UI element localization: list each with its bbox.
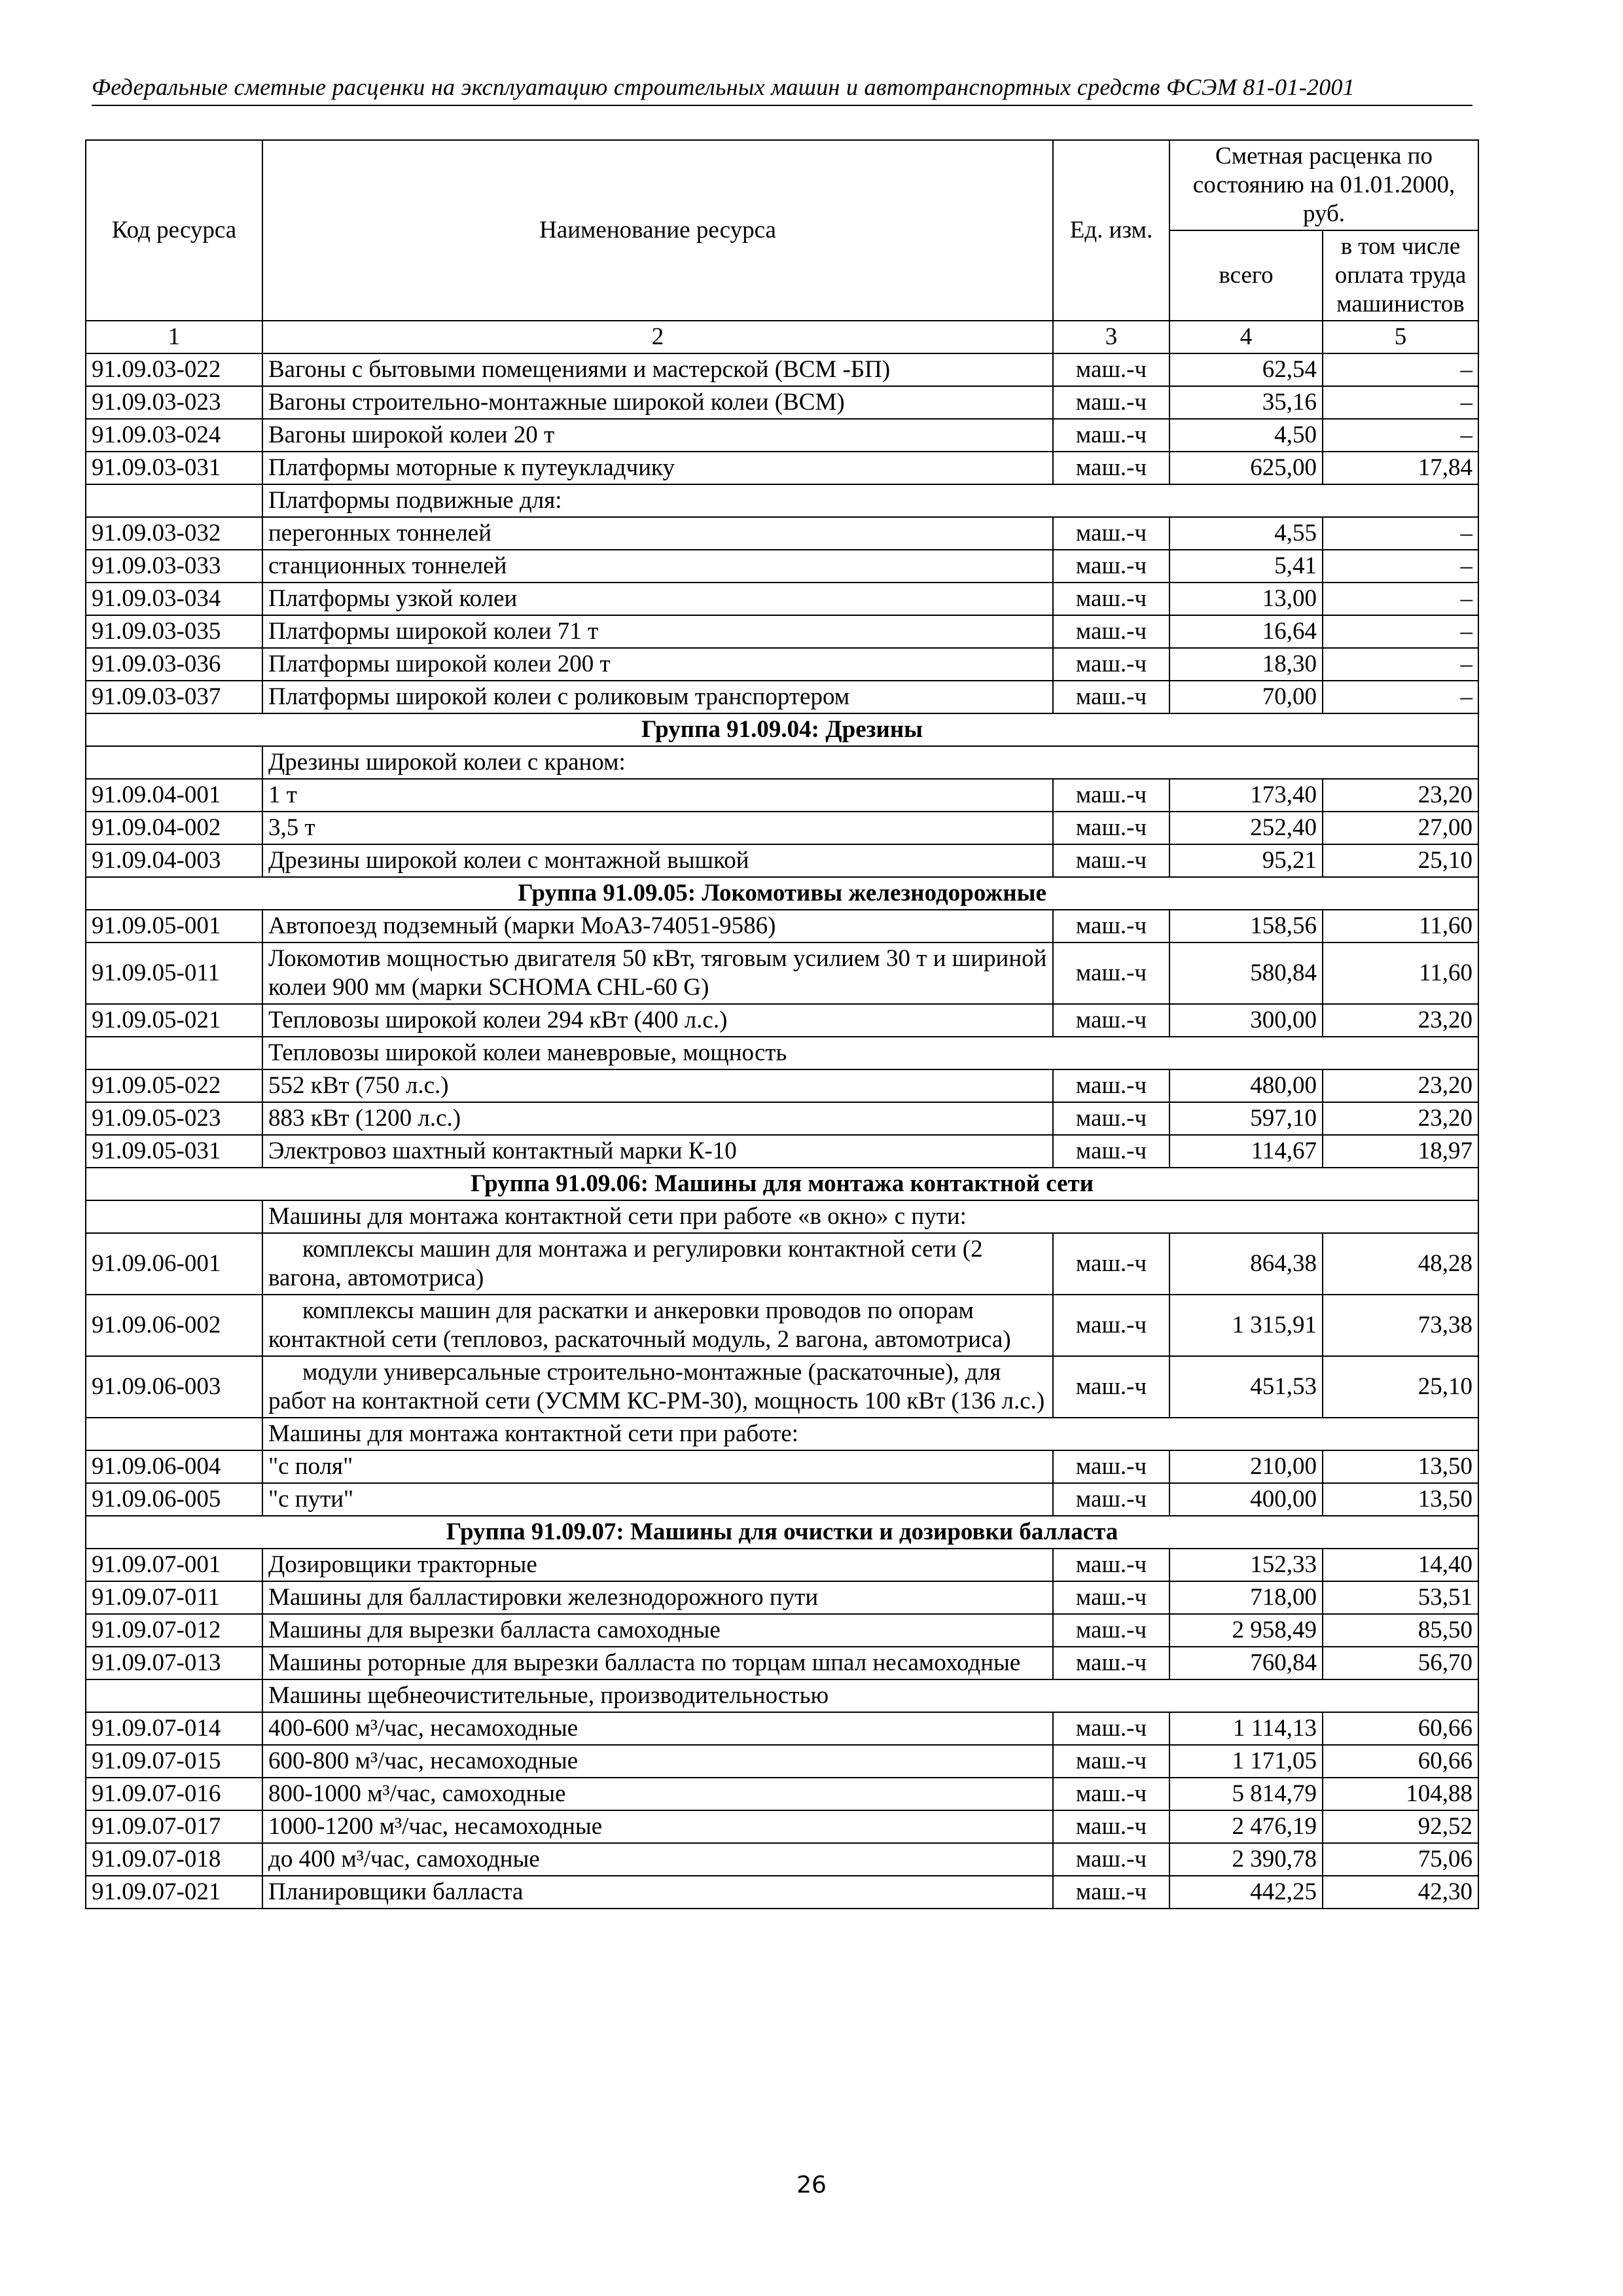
row-total: 210,00 [1169,1450,1323,1483]
row-code: 91.09.03-022 [86,353,262,386]
row-code: 91.09.07-014 [86,1712,262,1745]
row-code-empty [86,1200,262,1233]
row-name: 552 кВт (750 л.с.) [262,1069,1053,1102]
row-code: 91.09.03-024 [86,419,262,452]
row-total: 5,41 [1169,550,1323,583]
row-unit: маш.-ч [1053,1843,1169,1876]
row-unit: маш.-ч [1053,615,1169,648]
row-unit: маш.-ч [1053,1614,1169,1647]
column-number: 2 [262,321,1053,353]
row-code: 91.09.05-011 [86,942,262,1004]
row-unit: маш.-ч [1053,779,1169,812]
row-name: Электровоз шахтный контактный марки К-10 [262,1135,1053,1168]
row-total: 300,00 [1169,1004,1323,1037]
table-row [86,942,1478,1004]
table-row [86,583,1478,615]
column-number-row [86,321,1478,353]
row-name: до 400 м³/час, самоходные [262,1843,1053,1876]
row-labor: – [1323,648,1478,681]
row-code-empty [86,1418,262,1450]
row-labor: – [1323,583,1478,615]
row-labor: 85,50 [1323,1614,1478,1647]
row-name: 800-1000 м³/час, самоходные [262,1778,1053,1810]
table-row [86,1876,1478,1909]
row-unit: маш.-ч [1053,1876,1169,1909]
row-total: 95,21 [1169,844,1323,877]
table-row [86,1295,1478,1356]
row-total: 16,64 [1169,615,1323,648]
row-code: 91.09.05-022 [86,1069,262,1102]
header-unit: Ед. изм. [1053,140,1169,321]
row-unit: маш.-ч [1053,844,1169,877]
row-labor: 23,20 [1323,1069,1478,1102]
row-name: 600-800 м³/час, несамоходные [262,1745,1053,1778]
row-unit: маш.-ч [1053,1069,1169,1102]
row-labor: – [1323,615,1478,648]
table-row [86,615,1478,648]
table-row [86,648,1478,681]
row-unit: маш.-ч [1053,1483,1169,1516]
row-labor: 23,20 [1323,779,1478,812]
row-total: 13,00 [1169,583,1323,615]
row-unit: маш.-ч [1053,517,1169,550]
row-code: 91.09.05-031 [86,1135,262,1168]
table-row [86,517,1478,550]
row-name: 883 кВт (1200 л.с.) [262,1102,1053,1135]
table-row [86,419,1478,452]
row-unit: маш.-ч [1053,1295,1169,1356]
row-labor: 23,20 [1323,1004,1478,1037]
table-row [86,1647,1478,1679]
row-total: 760,84 [1169,1647,1323,1679]
group-title: Группа 91.09.05: Локомотивы железнодорожные [86,877,1478,910]
row-name: 1000-1200 м³/час, несамоходные [262,1810,1053,1843]
row-labor: 11,60 [1323,910,1478,942]
header-code: Код ресурса [86,140,262,321]
row-labor: 75,06 [1323,1843,1478,1876]
row-unit: маш.-ч [1053,1135,1169,1168]
row-name: Локомотив мощностью двигателя 50 кВт, тяговым усилием 30 т и шириной колеи 900 мм (марки SCHOMA CHL-60 G) [262,942,1053,1004]
group-title: Группа 91.09.06: Машины для монтажа контактной сети [86,1168,1478,1200]
row-total: 114,67 [1169,1135,1323,1168]
table-row [86,1135,1478,1168]
row-code: 91.09.07-015 [86,1745,262,1778]
header-labor: в том числе оплата труда машинистов [1323,230,1478,321]
table-row [86,812,1478,844]
row-total: 2 476,19 [1169,1810,1323,1843]
subheader-row [86,1679,1478,1712]
group-title: Группа 91.09.07: Машины для очистки и дозировки балласта [86,1516,1478,1549]
row-name: Машины для вырезки балласта самоходные [262,1614,1053,1647]
row-total: 252,40 [1169,812,1323,844]
row-total: 152,33 [1169,1549,1323,1581]
row-unit: маш.-ч [1053,1549,1169,1581]
table-row [86,681,1478,713]
row-name: Тепловозы широкой колеи 294 кВт (400 л.с.) [262,1004,1053,1037]
table-row [86,1102,1478,1135]
subheader-title: Машины для монтажа контактной сети при работе «в окно» с пути: [262,1200,1478,1233]
row-name: Планировщики балласта [262,1876,1053,1909]
subheader-row [86,1418,1478,1450]
table-row [86,1745,1478,1778]
row-code: 91.09.07-012 [86,1614,262,1647]
row-total: 4,50 [1169,419,1323,452]
table-row [86,1712,1478,1745]
row-labor: – [1323,386,1478,419]
row-total: 1 114,13 [1169,1712,1323,1745]
row-labor: 60,66 [1323,1745,1478,1778]
running-header: Федеральные сметные расценки на эксплуатацию строительных машин и автотранспортных средств ФСЭМ 81-01-2001 [92,73,1472,106]
table-row [86,1778,1478,1810]
row-total: 1 315,91 [1169,1295,1323,1356]
row-code: 91.09.06-004 [86,1450,262,1483]
row-unit: маш.-ч [1053,942,1169,1004]
row-labor: 48,28 [1323,1233,1478,1295]
row-labor: – [1323,517,1478,550]
table-row [86,1450,1478,1483]
row-labor: 13,50 [1323,1450,1478,1483]
row-name: станционных тоннелей [262,550,1053,583]
row-code: 91.09.03-023 [86,386,262,419]
row-code: 91.09.06-001 [86,1233,262,1295]
group-row [86,1516,1478,1549]
row-code: 91.09.06-005 [86,1483,262,1516]
row-name: Платформы моторные к путеукладчику [262,452,1053,484]
row-name: Вагоны строительно-монтажные широкой колеи (ВСМ) [262,386,1053,419]
column-number: 1 [86,321,262,353]
table-row [86,1356,1478,1418]
row-labor: 104,88 [1323,1778,1478,1810]
row-total: 1 171,05 [1169,1745,1323,1778]
row-labor: 11,60 [1323,942,1478,1004]
row-total: 5 814,79 [1169,1778,1323,1810]
row-code: 91.09.06-003 [86,1356,262,1418]
row-total: 580,84 [1169,942,1323,1004]
row-total: 2 390,78 [1169,1843,1323,1876]
group-row [86,1168,1478,1200]
table-row [86,1069,1478,1102]
table-row [86,1483,1478,1516]
group-row [86,877,1478,910]
row-code: 91.09.07-021 [86,1876,262,1909]
subheader-row [86,484,1478,517]
row-code-empty [86,746,262,779]
table-row [86,550,1478,583]
row-code: 91.09.03-037 [86,681,262,713]
row-unit: маш.-ч [1053,648,1169,681]
row-unit: маш.-ч [1053,1647,1169,1679]
row-total: 70,00 [1169,681,1323,713]
row-unit: маш.-ч [1053,1102,1169,1135]
table-header-row [86,140,1478,230]
row-labor: – [1323,550,1478,583]
row-name: 400-600 м³/час, несамоходные [262,1712,1053,1745]
row-name: Платформы широкой колеи 71 т [262,615,1053,648]
row-code: 91.09.07-001 [86,1549,262,1581]
subheader-title: Машины щебнеочистительные, производительностью [262,1679,1478,1712]
row-code-empty [86,1037,262,1069]
row-name: модули универсальные строительно-монтажные (раскаточные), для работ на контактной сети (УСММ КС-РМ-30), мощность 100 кВт (136 л.с.) [262,1356,1053,1418]
row-unit: маш.-ч [1053,812,1169,844]
row-name: Платформы широкой колеи 200 т [262,648,1053,681]
table-row [86,1614,1478,1647]
row-code: 91.09.03-032 [86,517,262,550]
row-total: 625,00 [1169,452,1323,484]
row-unit: маш.-ч [1053,1581,1169,1614]
row-labor: 14,40 [1323,1549,1478,1581]
row-total: 35,16 [1169,386,1323,419]
row-total: 597,10 [1169,1102,1323,1135]
row-code: 91.09.03-031 [86,452,262,484]
row-total: 18,30 [1169,648,1323,681]
row-total: 158,56 [1169,910,1323,942]
row-name: Автопоезд подземный (марки МоАЗ-74051-9586) [262,910,1053,942]
subheader-row [86,1200,1478,1233]
row-unit: маш.-ч [1053,550,1169,583]
table-row [86,386,1478,419]
row-code: 91.09.04-002 [86,812,262,844]
row-unit: маш.-ч [1053,1810,1169,1843]
row-labor: – [1323,353,1478,386]
row-labor: 18,97 [1323,1135,1478,1168]
row-total: 442,25 [1169,1876,1323,1909]
row-code: 91.09.05-001 [86,910,262,942]
table-row [86,1843,1478,1876]
table-row [86,910,1478,942]
row-code: 91.09.07-011 [86,1581,262,1614]
subheader-row [86,746,1478,779]
row-code-empty [86,484,262,517]
row-name: 3,5 т [262,812,1053,844]
row-labor: 27,00 [1323,812,1478,844]
row-code: 91.09.07-013 [86,1647,262,1679]
row-name: Дрезины широкой колеи с монтажной вышкой [262,844,1053,877]
row-code: 91.09.03-035 [86,615,262,648]
group-title: Группа 91.09.04: Дрезины [86,713,1478,746]
row-total: 62,54 [1169,353,1323,386]
subheader-title: Тепловозы широкой колеи маневровые, мощность [262,1037,1478,1069]
table-body [86,353,1478,1909]
row-name: Дозировщики тракторные [262,1549,1053,1581]
row-name: комплексы машин для раскатки и анкеровки проводов по опорам контактной сети (тепловоз, раскаточный модуль, 2 вагона, автомотриса) [262,1295,1053,1356]
row-name: "с пути" [262,1483,1053,1516]
row-unit: маш.-ч [1053,353,1169,386]
row-labor: 42,30 [1323,1876,1478,1909]
row-unit: маш.-ч [1053,419,1169,452]
row-code: 91.09.04-001 [86,779,262,812]
row-code: 91.09.07-017 [86,1810,262,1843]
row-name: "с поля" [262,1450,1053,1483]
table-row [86,844,1478,877]
row-unit: маш.-ч [1053,1712,1169,1745]
table-row [86,779,1478,812]
row-name: Машины роторные для вырезки балласта по торцам шпал несамоходные [262,1647,1053,1679]
row-unit: маш.-ч [1053,583,1169,615]
row-name: Платформы широкой колеи с роликовым транспортером [262,681,1053,713]
row-unit: маш.-ч [1053,386,1169,419]
row-unit: маш.-ч [1053,910,1169,942]
row-name: комплексы машин для монтажа и регулировки контактной сети (2 вагона, автомотриса) [262,1233,1053,1295]
row-total: 864,38 [1169,1233,1323,1295]
row-unit: маш.-ч [1053,1004,1169,1037]
row-code-empty [86,1679,262,1712]
header-name: Наименование ресурса [262,140,1053,321]
row-name: Платформы узкой колеи [262,583,1053,615]
row-labor: 25,10 [1323,844,1478,877]
row-labor: 56,70 [1323,1647,1478,1679]
table-row [86,353,1478,386]
row-name: Машины для балластировки железнодорожного пути [262,1581,1053,1614]
row-total: 4,55 [1169,517,1323,550]
row-unit: маш.-ч [1053,1450,1169,1483]
row-unit: маш.-ч [1053,1778,1169,1810]
row-code: 91.09.03-033 [86,550,262,583]
group-row [86,713,1478,746]
table-row [86,452,1478,484]
subheader-title: Дрезины широкой колеи с краном: [262,746,1478,779]
subheader-title: Платформы подвижные для: [262,484,1478,517]
table-row [86,1233,1478,1295]
row-labor: 23,20 [1323,1102,1478,1135]
table-row [86,1004,1478,1037]
row-code: 91.09.03-036 [86,648,262,681]
subheader-title: Машины для монтажа контактной сети при работе: [262,1418,1478,1450]
column-number: 3 [1053,321,1169,353]
column-number: 5 [1323,321,1478,353]
row-labor: 73,38 [1323,1295,1478,1356]
row-name: Вагоны широкой колеи 20 т [262,419,1053,452]
column-number: 4 [1169,321,1323,353]
row-total: 451,53 [1169,1356,1323,1418]
row-labor: – [1323,681,1478,713]
row-total: 2 958,49 [1169,1614,1323,1647]
header-total: всего [1169,230,1323,321]
price-table [85,139,1479,1909]
table-row [86,1810,1478,1843]
row-code: 91.09.05-021 [86,1004,262,1037]
row-labor: 13,50 [1323,1483,1478,1516]
row-total: 480,00 [1169,1069,1323,1102]
subheader-row [86,1037,1478,1069]
row-name: Вагоны с бытовыми помещениями и мастерской (ВСМ -БП) [262,353,1053,386]
row-unit: маш.-ч [1053,1745,1169,1778]
row-unit: маш.-ч [1053,1233,1169,1295]
row-labor: 53,51 [1323,1581,1478,1614]
row-total: 718,00 [1169,1581,1323,1614]
row-labor: 17,84 [1323,452,1478,484]
row-labor: 25,10 [1323,1356,1478,1418]
row-code: 91.09.04-003 [86,844,262,877]
row-code: 91.09.06-002 [86,1295,262,1356]
row-total: 400,00 [1169,1483,1323,1516]
row-name: 1 т [262,779,1053,812]
page-number: 26 [796,2172,827,2198]
row-labor: 60,66 [1323,1712,1478,1745]
row-code: 91.09.05-023 [86,1102,262,1135]
row-unit: маш.-ч [1053,1356,1169,1418]
row-unit: маш.-ч [1053,681,1169,713]
row-code: 91.09.07-018 [86,1843,262,1876]
row-code: 91.09.03-034 [86,583,262,615]
row-labor: 92,52 [1323,1810,1478,1843]
row-unit: маш.-ч [1053,452,1169,484]
row-code: 91.09.07-016 [86,1778,262,1810]
row-name: перегонных тоннелей [262,517,1053,550]
header-price-group: Сметная расценка по состоянию на 01.01.2000, руб. [1169,140,1478,230]
row-labor: – [1323,419,1478,452]
table-row [86,1581,1478,1614]
row-total: 173,40 [1169,779,1323,812]
table-row [86,1549,1478,1581]
